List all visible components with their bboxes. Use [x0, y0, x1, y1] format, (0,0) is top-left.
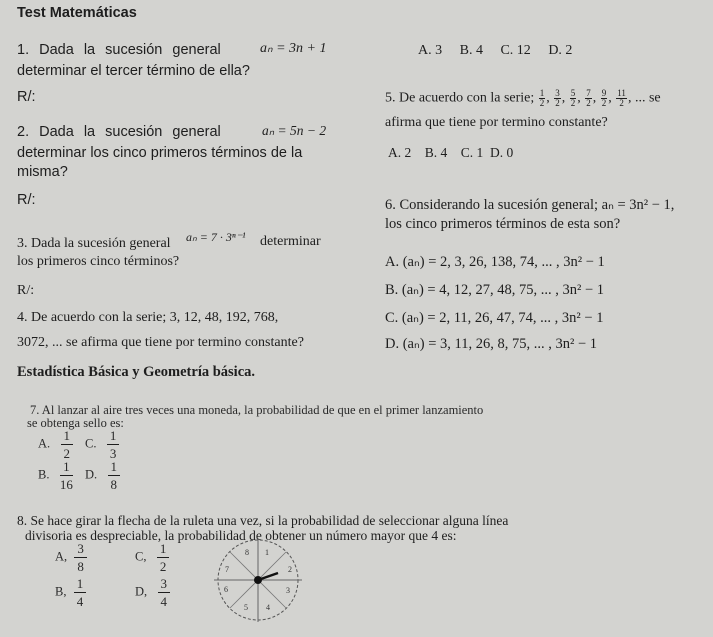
numerator: 3: [74, 542, 87, 558]
spinner-number: 5: [244, 603, 248, 612]
q7-option-b[interactable]: [38, 460, 74, 491]
q6-option-d[interactable]: D. (aₙ) = 3, 11, 26, 8, 75, ... , 3n² − 1: [385, 336, 598, 352]
denominator: 8: [77, 559, 84, 574]
q7-line2: se obtenga sello es:: [27, 416, 124, 430]
denominator: 2: [159, 559, 167, 574]
q5-line2: afirma que tiene por termino constante?: [385, 115, 608, 130]
denominator: 2: [619, 98, 624, 108]
denominator: 2: [601, 98, 607, 108]
q5-intro: 5. De acuerdo con la serie;: [385, 90, 535, 106]
q1-option-c[interactable]: C. 12: [500, 43, 531, 58]
spinner-hub: [254, 576, 262, 584]
q1-formula: aₙ = 3n + 1: [260, 41, 327, 56]
denominator: 3: [109, 446, 117, 461]
fraction: [158, 577, 171, 608]
option-label: C,: [135, 549, 147, 564]
q2-answer-label: R/:: [17, 192, 36, 208]
numerator: 1: [61, 429, 74, 445]
q1-text: [17, 42, 221, 58]
q5-line1: 5. De acuerdo con la serie; $\frac{1}{2}$ , $\frac{3}{2}$ , $\frac{5}{2}$ , $\frac{7}{2}$ , $\frac{9}{2}$ , $\frac{11}{2}$ , ... se: [385, 88, 661, 108]
q5-option-d[interactable]: D. 0: [490, 145, 514, 160]
spinner-number: 2: [288, 565, 292, 574]
numerator: 9: [601, 88, 607, 98]
q2-line2: determinar los cinco primeros términos de la: [17, 145, 303, 161]
numerator: 1: [74, 577, 87, 593]
q8-line2: divisoria es despreciable, la probabilidad de obtener un número mayor que 4 es:: [25, 528, 457, 543]
numerator: 11: [617, 88, 626, 98]
q8-option-c[interactable]: [135, 542, 170, 573]
option-label: A,: [55, 549, 68, 564]
q3-line1b: determinar: [260, 234, 321, 249]
denominator: 2: [555, 98, 560, 108]
q1-option-d[interactable]: D. 2: [548, 43, 573, 58]
spinner-number: 8: [245, 548, 249, 557]
numerator: 1: [108, 460, 121, 476]
q5-option-b[interactable]: B. 4: [424, 145, 448, 160]
q2-formula: aₙ = 5n − 2: [262, 123, 327, 138]
q1-option-b[interactable]: B. 4: [459, 43, 483, 58]
spinner-number: 3: [286, 586, 290, 595]
q1-line2: determinar el tercer término de ella?: [17, 63, 250, 79]
numerator: 5: [570, 88, 576, 98]
spinner-image: [210, 538, 306, 622]
q5-fraction: [585, 89, 592, 108]
q6-line2: los cinco primeros términos de esta son?: [385, 216, 621, 232]
option-label: D.: [85, 467, 98, 482]
spinner-number: 1: [265, 548, 269, 557]
q7-option-d[interactable]: [85, 460, 121, 491]
q1-answer-label: R/:: [17, 89, 36, 105]
denominator: 4: [76, 594, 84, 609]
q8-option-d[interactable]: [135, 577, 171, 608]
q4-line1: 4. De acuerdo con la serie; 3, 12, 48, 192, 768,: [17, 310, 279, 325]
q5-option-c[interactable]: C. 1: [460, 145, 484, 160]
q3-answer-label: R/:: [17, 283, 35, 298]
q5-options: [388, 145, 513, 161]
fraction: [74, 577, 87, 608]
option-label: A.: [38, 436, 51, 451]
option-label: C.: [85, 436, 97, 451]
fraction: [74, 542, 87, 573]
fraction: [157, 542, 170, 573]
numerator: 1: [60, 460, 73, 476]
q7-option-c[interactable]: [85, 429, 120, 460]
spinner-number: 4: [266, 603, 270, 612]
q7-option-a[interactable]: [38, 429, 74, 460]
q5-fraction: [554, 89, 561, 108]
denominator: 16: [59, 477, 73, 492]
q8-option-b[interactable]: [55, 577, 87, 608]
numerator: 3: [555, 88, 560, 98]
fraction: [60, 460, 73, 491]
q1-line1: 1. Dada la sucesión general: [17, 42, 221, 58]
q3-line2: los primeros cinco términos?: [17, 254, 180, 269]
numerator: 1: [107, 429, 120, 445]
fraction: [107, 429, 120, 460]
numerator: 1: [539, 88, 545, 98]
denominator: 2: [63, 446, 71, 461]
numerator: 1: [157, 542, 170, 558]
denominator: 8: [110, 477, 118, 492]
denominator: 2: [539, 98, 545, 108]
fraction: [61, 429, 74, 460]
q6-option-c[interactable]: C. (aₙ) = 2, 11, 26, 47, 74, ... , 3n² − 1: [385, 310, 604, 326]
q6-option-b[interactable]: B. (aₙ) = 4, 12, 27, 48, 75, ... , 3n² − 1: [385, 282, 604, 298]
q2-line3: misma?: [17, 164, 68, 180]
q5-series-tail: , ... se: [627, 90, 661, 106]
numerator: 3: [158, 577, 171, 593]
q3-formula: aₙ = 7 · 3ⁿ⁻¹: [186, 230, 246, 244]
q2-line1: 2. Dada la sucesión general: [17, 124, 221, 140]
q5-fraction: [539, 89, 546, 108]
fraction: [108, 460, 121, 491]
q5-option-a[interactable]: A. 2: [388, 145, 412, 160]
page-title: Test Matemáticas: [17, 5, 137, 21]
q5-fraction: [570, 89, 577, 108]
q6-line1: 6. Considerando la sucesión general; aₙ = 3n² − 1,: [385, 197, 675, 213]
section-title: Estadística Básica y Geometría básica.: [17, 364, 256, 380]
q8-option-a[interactable]: [55, 542, 88, 573]
option-label: B,: [55, 584, 67, 599]
spinner-number: 6: [224, 585, 228, 594]
option-label: B.: [38, 467, 50, 482]
denominator: 4: [160, 594, 168, 609]
denominator: 2: [570, 98, 576, 108]
denominator: 2: [586, 98, 591, 108]
q6-option-a[interactable]: A. (aₙ) = 2, 3, 26, 138, 74, ... , 3n² − 1: [385, 254, 605, 270]
q3-line1a: 3. Dada la sucesión general: [17, 236, 171, 251]
q5-fraction: [601, 89, 608, 108]
q4-line2: 3072, ... se afirma que tiene por termino constante?: [17, 335, 304, 350]
q1-options: [418, 43, 572, 59]
numerator: 7: [586, 88, 591, 98]
q1-option-a[interactable]: A. 3: [418, 43, 443, 58]
q8-line1: 8. Se hace girar la flecha de la ruleta una vez, si la probabilidad de seleccionar alguna línea: [17, 513, 509, 528]
option-label: D,: [135, 584, 148, 599]
spinner-number: 7: [225, 565, 229, 574]
q5-fraction: [616, 89, 627, 108]
q7-line1: 7. Al lanzar al aire tres veces una moneda, la probabilidad de que en el primer lanzamiento: [30, 403, 484, 417]
